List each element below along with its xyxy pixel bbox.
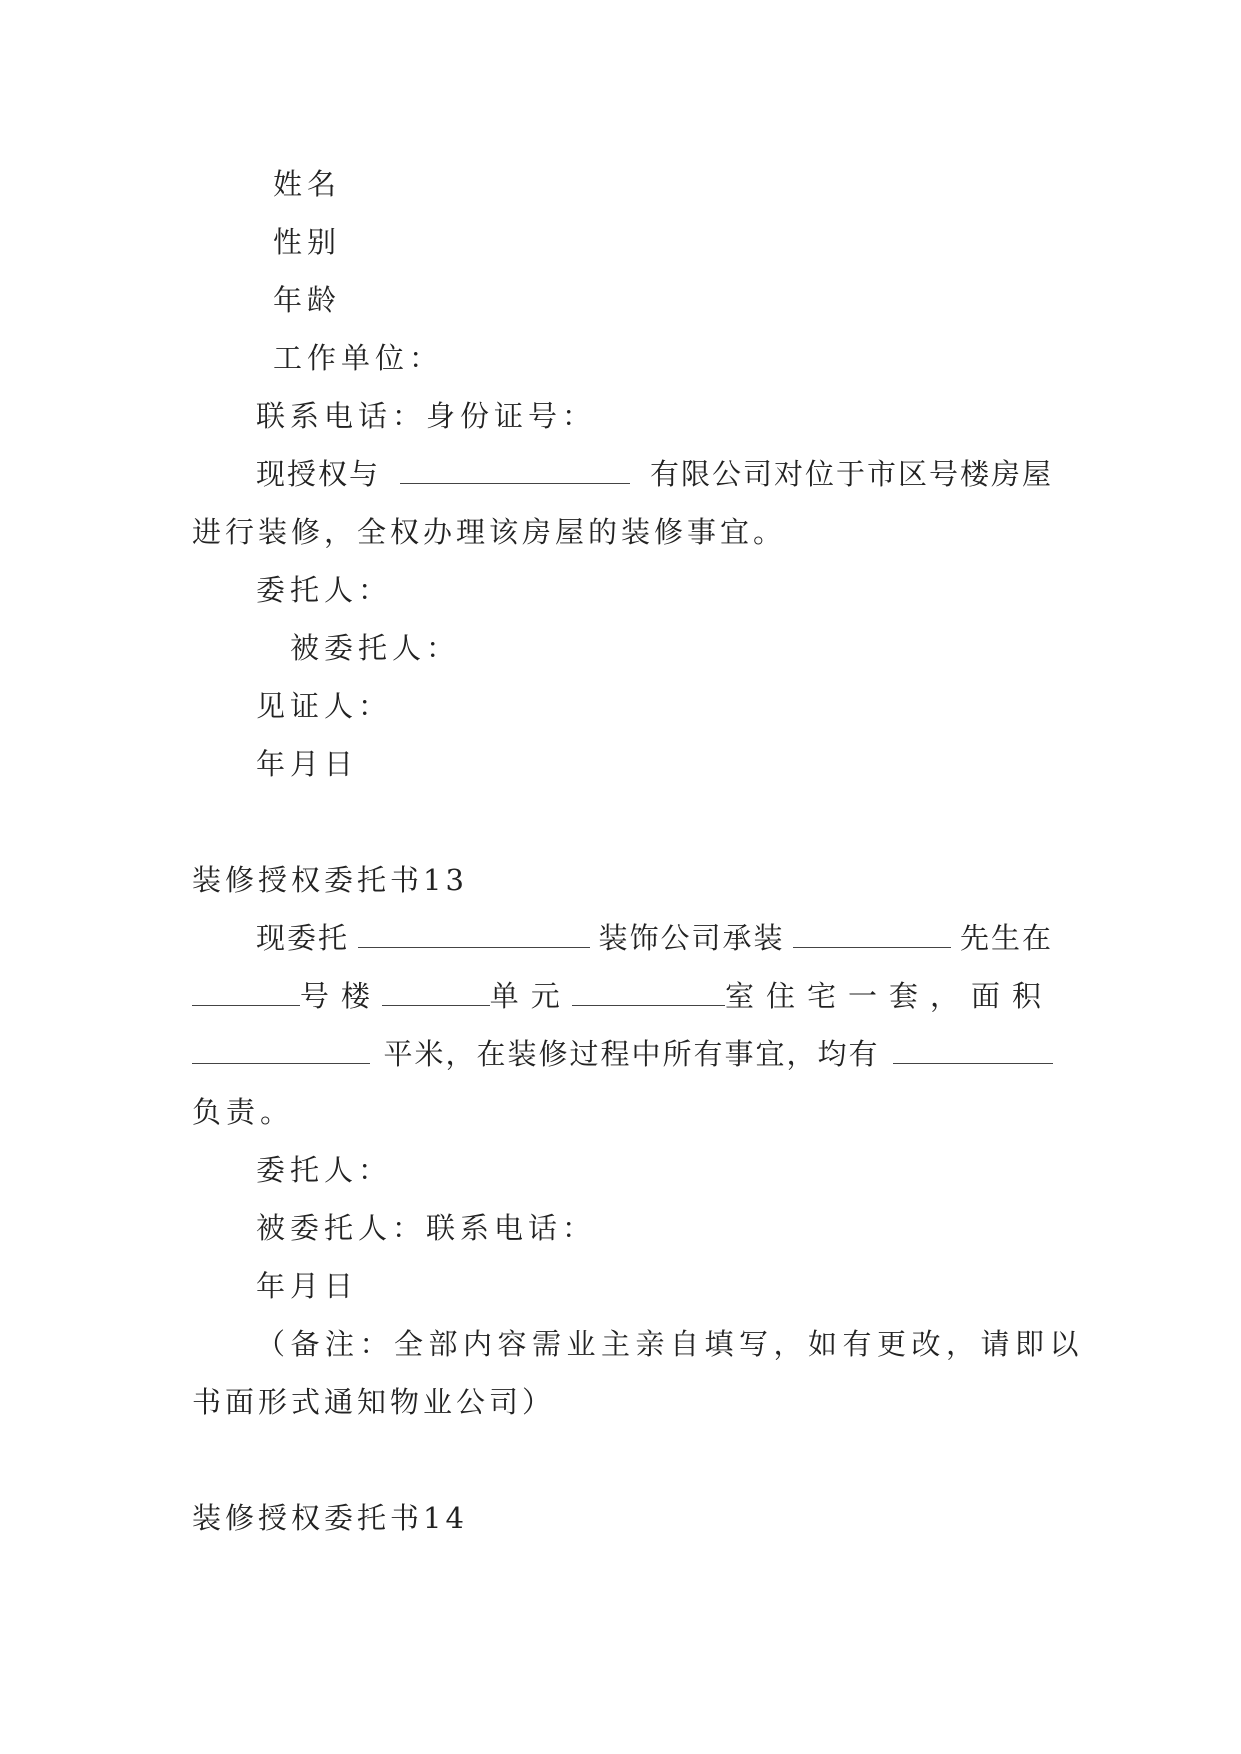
entrust-text-b: 装饰公司承装: [598, 921, 785, 955]
authorization-line-2: 进行装修，全权办理该房屋的装修事宜。: [192, 515, 787, 549]
field-work-unit: 工作单位：: [273, 341, 444, 375]
field-contact: 联系电话：身份证号：: [256, 399, 597, 433]
authorization-line-1: [256, 454, 1053, 494]
field-gender: 性别: [273, 225, 342, 259]
witness-label: 见证人：: [256, 689, 393, 723]
area-blank: [192, 1039, 370, 1064]
entrust-text-a: 现委托: [256, 921, 350, 955]
note-line-2: 书面形式通知物业公司）: [192, 1385, 556, 1419]
unit-blank: [382, 981, 490, 1006]
entrust-text-area: 平米，在装修过程中所有事宜，均有: [383, 1037, 880, 1071]
entrust-line-4: 负责。: [192, 1095, 295, 1129]
contractor-name-blank: [793, 923, 951, 948]
section-13-title: 装修授权委托书13: [192, 863, 468, 897]
entrust-text-c: 先生在: [959, 921, 1053, 955]
note-line-1: （备注：全部内容需业主亲自填写，如有更改，请即以: [256, 1327, 1085, 1361]
date-label: 年月日: [256, 747, 359, 781]
entrust-line-2: [192, 976, 1053, 1016]
auth-text-a: 现授权与: [256, 457, 381, 491]
agent-contact-label-13: 被委托人：联系电话：: [256, 1211, 597, 1245]
section-14-title: 装修授权委托书14: [192, 1501, 468, 1535]
building-label: 号楼: [299, 979, 382, 1013]
building-blank: [192, 981, 300, 1006]
entrust-line-3: [192, 1034, 1053, 1074]
principal-label-13: 委托人：: [256, 1153, 393, 1187]
room-area-label: 室住宅一套，面积: [724, 979, 1053, 1013]
company-blank: [400, 459, 630, 484]
decor-company-blank: [358, 923, 590, 948]
unit-label: 单元: [489, 979, 572, 1013]
field-age: 年龄: [273, 283, 342, 317]
date-label-13: 年月日: [256, 1269, 359, 1303]
entrust-line-1: [256, 918, 1053, 958]
principal-label: 委托人：: [256, 573, 393, 607]
field-name: 姓名: [273, 167, 342, 201]
auth-text-b: 有限公司对位于市区号楼房屋: [649, 457, 1053, 491]
responsible-blank: [893, 1039, 1053, 1064]
room-blank: [572, 981, 725, 1006]
agent-label: 被委托人：: [290, 631, 461, 665]
